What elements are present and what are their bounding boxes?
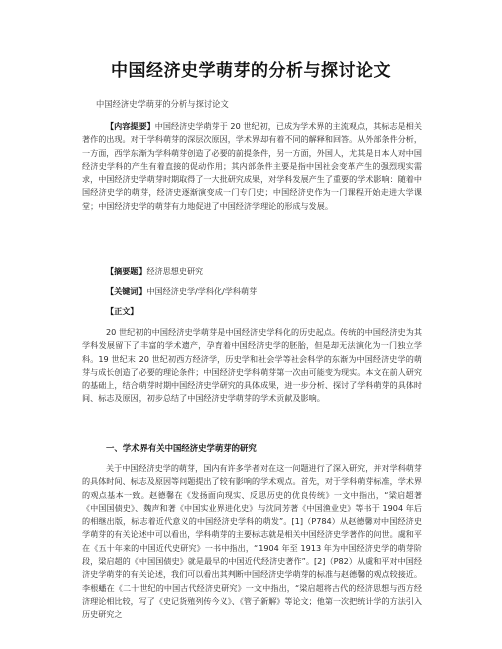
abstract-label: 【内容提要】 [106,121,155,131]
section-heading: 一、学术界有关中国经济史学萌芽的研究 [106,443,257,453]
document-subtitle: 中国经济史学萌芽的分析与探讨论文 [96,99,229,109]
intro-paragraph: 20 世纪初的中国经济史学萌芽是中国经济史学科化的历史起点。传统的中国经济史为其学科发展留下了丰富的学术遗产，孕育着中国经济史学的胚胎，但是却无法演化为一门独立学科。19 世纪末 20 世纪初西方经济学，历史学和社会学等社会科学的东渐为中国经济史学的萌芽与成长创造了必要的理论条件；中国经济史学科萌芽第一次由可能变为现实。本文在前人研究的基础上，结合萌芽时期中国经济史学研究的具体成果，进一步分析、探讨了学科萌芽的具体时间、标志及原因，初步总结了中国经济史学萌芽的学术贡献及影响。 [82,327,422,404]
key-terms-line [82,285,422,298]
key-terms-text: 中国经济史学/学科化/学科萌芽 [146,286,258,296]
body-label-line [82,305,422,318]
keywords-label: 【摘要题】 [106,266,147,276]
key-terms-label: 【关键词】 [106,286,147,296]
abstract-paragraph [82,120,422,213]
keywords-line [82,265,422,278]
document-title: 中国经济史学萌芽的分析与探讨论文 [111,61,391,81]
body-label: 【正文】 [106,306,139,316]
keywords-text: 经济思想史研究 [146,266,204,276]
abstract-text: 中国经济史学萌芽于 20 世纪初，已成为学术界的主流观点，其标志是相关著作的出现。对于学科萌芽的深层次原因，学术界却有着不同的解释和回答。从外部条件分析，一方面，西学东渐为学科萌芽创造了必要的前提条件，另一方面，外国人，尤其是日本人对中国经济史学科的产生有着直接的促动作用；其内部条件主要是指中国社会变革产生的强烈现实需求，中国经济史学萌芽时期取得了一大批研究成果，对学科发展产生了重要的学术影响：随着中国经济史学的萌芽，经济史逐渐演变成一门专门史；中国经济史作为一门课程开始走进大学课堂；中国经济史学的萌芽有力地促进了中国经济学理论的形成与发展。 [82,121,422,211]
section-paragraph: 关于中国经济史学的萌芽，国内有许多学者对在这一问题进行了深入研究，并对学科萌芽的具体时间、标志及原因等问题提出了较有影响的学术观点。首先，对于学科萌芽标准，学术界的观点基本一致。赵德馨在《发扬面向现实、反思历史的优良传统》一文中指出，“梁启超著《中国国债史》、魏声和著《中国实业界进化史》与沈同芳著《中国渔业史》等书于 1904 年后的相继出版，标志着近代意义的中国经济史学科的萌发”。[1]（P784）从赵德馨对中国经济史学萌芽的有关论述中可以看出，学科萌芽的主要标志就是相关中国经济史学著作的问世。虞和平在《五十年来的中国近代史研究》一书中指出，“1904 年至 1913 年为中国经济史学的萌芽阶段，梁启超的《中国国债史》就是最早的中国近代经济史著作”。[2]（P82）从虞和平对中国经济史学萌芽的有关论述，我们可以看出其判断中国经济史学萌芽的标准与赵德馨的观点较接近。李根蟠在《二十世纪的中国古代经济史研究》一文中指出，“梁启超将古代的经济思想与西方经济理论相比较，写了《史记货殖列传今义》、《管子新解》等论文；他第一次把统计学的方法引入历史研究之 [82,463,422,620]
